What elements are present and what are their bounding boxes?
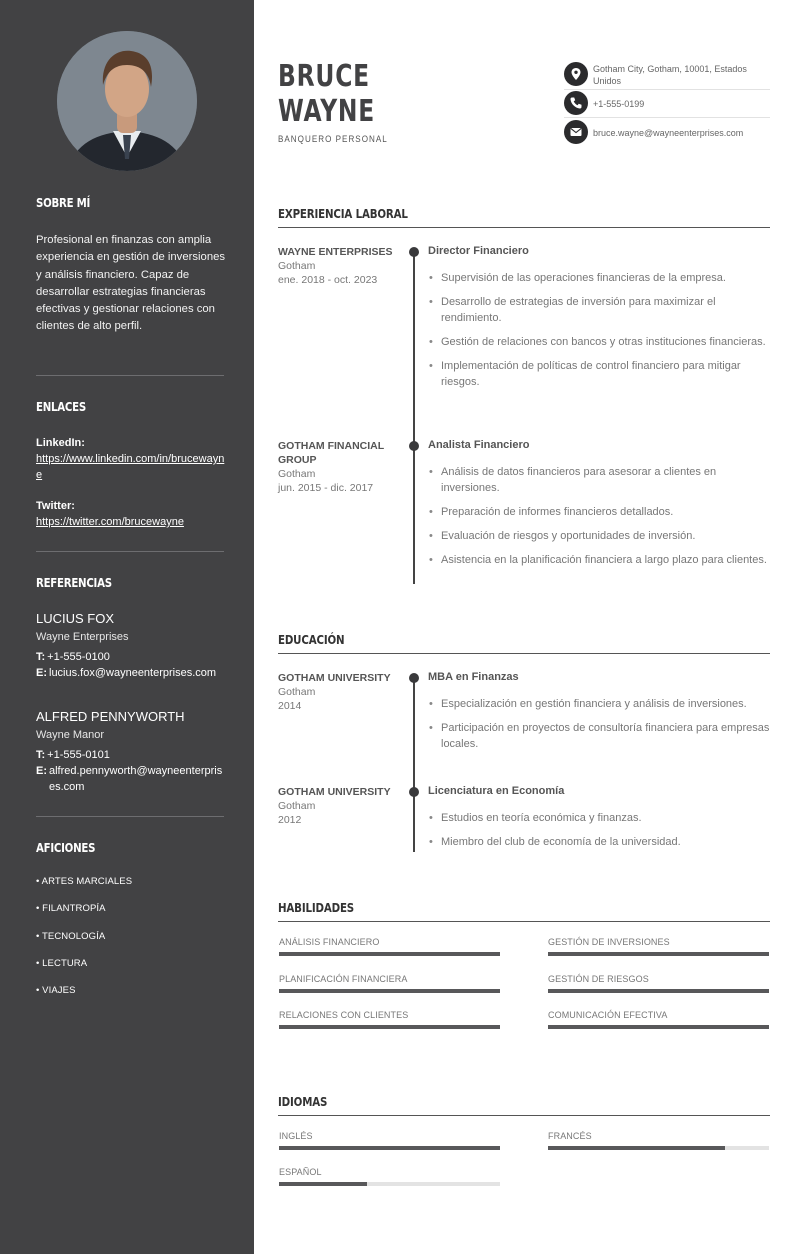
twitter-link[interactable]: https://twitter.com/brucewayne <box>36 516 184 528</box>
hobbies-heading: AFICIONES <box>36 841 96 855</box>
phone-icon <box>564 91 588 115</box>
timeline-dot <box>409 441 419 451</box>
job-role: Analista Financiero <box>428 439 530 451</box>
skill-item <box>548 974 769 993</box>
degree-details <box>428 810 770 858</box>
employer-location: Gotham <box>278 468 316 480</box>
school-name: GOTHAM UNIVERSITY <box>278 672 391 684</box>
last-name: WAYNE <box>278 94 376 129</box>
languages-heading: IDIOMAS <box>278 1094 328 1109</box>
employer-name: WAYNE ENTERPRISES <box>278 246 393 258</box>
skill-bar <box>548 1025 769 1029</box>
address-text: Gotham City, Gotham, 10001, Estados Unidos <box>593 64 747 86</box>
reference-email: alfred.pennyworth@wayneenterprises.com <box>49 765 223 793</box>
section-rule <box>278 653 770 654</box>
list-item: • Participación en proyectos de consultoría financiera para empresas locales. <box>428 720 770 752</box>
skill-bar-fill <box>548 1025 769 1029</box>
skill-item <box>279 937 500 956</box>
language-bar <box>548 1146 769 1150</box>
reference-org: Wayne Enterprises <box>36 631 129 643</box>
skill-bar <box>279 952 500 956</box>
degree-name: Licenciatura en Economía <box>428 785 565 797</box>
language-bar-fill <box>279 1146 500 1150</box>
reference-item <box>36 708 226 795</box>
language-name: ESPAÑOL <box>279 1167 322 1177</box>
education-entry-meta <box>278 671 396 713</box>
job-duties <box>428 464 770 576</box>
timeline-dot <box>409 787 419 797</box>
reference-name: ALFRED PENNYWORTH <box>36 709 185 724</box>
skill-bar-fill <box>279 1025 500 1029</box>
skill-bar-fill <box>548 952 769 956</box>
skill-bar <box>279 989 500 993</box>
skill-name: GESTIÓN DE RIESGOS <box>548 974 649 984</box>
email-key: E: <box>36 667 47 679</box>
employment-dates: ene. 2018 - oct. 2023 <box>278 274 378 286</box>
about-text: Profesional en finanzas con amplia experiencia en gestión de inversiones y análisis financiero. Capaz de desarrollar estrategias financieras efectivas y gestionar relaciones con clientes de alto perfil. <box>36 234 226 333</box>
list-item: • Implementación de políticas de control financiero para mitigar riesgos. <box>428 358 770 390</box>
skill-name: COMUNICACIÓN EFECTIVA <box>548 1010 668 1020</box>
timeline-line <box>413 252 415 584</box>
reference-name: LUCIUS FOX <box>36 611 115 626</box>
divider <box>36 551 224 552</box>
graduation-year: 2012 <box>278 814 302 826</box>
envelope-icon <box>564 120 588 144</box>
email-key: E: <box>36 765 47 777</box>
list-item: • Análisis de datos financieros para asesorar a clientes en inversiones. <box>428 464 770 496</box>
reference-phone: +1-555-0100 <box>47 651 110 663</box>
contact-address <box>564 61 770 90</box>
list-item: • Miembro del club de economía de la universidad. <box>428 834 770 850</box>
job-title: BANQUERO PERSONAL <box>278 134 388 145</box>
language-item <box>279 1167 500 1186</box>
avatar <box>57 31 197 171</box>
phone-text: +1-555-0199 <box>593 99 645 109</box>
reference-phone: +1-555-0101 <box>47 749 110 761</box>
timeline-dot <box>409 247 419 257</box>
employer-location: Gotham <box>278 260 316 272</box>
education-entry-meta <box>278 785 396 827</box>
phone-key: T: <box>36 651 46 663</box>
skill-item <box>548 1010 769 1029</box>
list-item: • Estudios en teoría económica y finanzas. <box>428 810 770 826</box>
divider <box>36 816 224 817</box>
list-item: • Desarrollo de estrategias de inversión para maximizar el rendimiento. <box>428 294 770 326</box>
link-label: LinkedIn: <box>36 437 85 449</box>
skill-item <box>279 1010 500 1029</box>
employment-dates: jun. 2015 - dic. 2017 <box>278 482 374 494</box>
phone-key: T: <box>36 749 46 761</box>
section-rule <box>278 921 770 922</box>
experience-entry-meta <box>278 439 396 495</box>
list-item: • Asistencia en la planificación financiera a largo plazo para clientes. <box>428 552 770 568</box>
skill-bar-fill <box>279 989 500 993</box>
contact-email <box>564 118 770 144</box>
skill-bar <box>548 952 769 956</box>
map-pin-icon <box>564 62 588 86</box>
degree-details <box>428 696 770 760</box>
skill-item <box>279 974 500 993</box>
job-duties <box>428 270 770 398</box>
list-item: • Evaluación de riesgos y oportunidades de inversión. <box>428 528 770 544</box>
hobby-item: • LECTURA <box>36 958 88 969</box>
employer-name: GOTHAM FINANCIAL GROUP <box>278 440 384 466</box>
job-role: Director Financiero <box>428 245 529 257</box>
hobby-item: • ARTES MARCIALES <box>36 876 133 887</box>
skill-item <box>548 937 769 956</box>
hobby-item: • TECNOLOGÍA <box>36 931 106 942</box>
school-location: Gotham <box>278 686 316 698</box>
list-item: • Supervisión de las operaciones financieras de la empresa. <box>428 270 770 286</box>
hobby-item: • FILANTROPÍA <box>36 903 106 914</box>
section-rule <box>278 227 770 228</box>
references-heading: REFERENCIAS <box>36 576 112 590</box>
links-heading: ENLACES <box>36 400 86 414</box>
list-item: • Especialización en gestión financiera y análisis de inversiones. <box>428 696 770 712</box>
first-name: BRUCE <box>278 59 370 94</box>
skill-bar-fill <box>548 989 769 993</box>
school-location: Gotham <box>278 800 316 812</box>
education-heading: EDUCACIÓN <box>278 632 345 647</box>
degree-name: MBA en Finanzas <box>428 671 519 683</box>
school-name: GOTHAM UNIVERSITY <box>278 786 391 798</box>
skill-bar <box>279 1025 500 1029</box>
language-bar-fill <box>548 1146 725 1150</box>
link-linkedin <box>36 435 226 483</box>
reference-item <box>36 610 226 681</box>
skill-name: GESTIÓN DE INVERSIONES <box>548 937 670 947</box>
timeline-line <box>413 678 415 852</box>
link-label: Twitter: <box>36 500 75 512</box>
skill-name: ANÁLISIS FINANCIERO <box>279 937 380 947</box>
contact-phone <box>564 90 770 118</box>
skill-bar <box>548 989 769 993</box>
sidebar <box>0 0 254 1254</box>
about-heading: SOBRE MÍ <box>36 196 91 210</box>
language-bar-fill <box>279 1182 367 1186</box>
language-item <box>279 1131 500 1150</box>
divider <box>36 375 224 376</box>
reference-email: lucius.fox@wayneenterprises.com <box>49 667 217 679</box>
language-name: INGLÉS <box>279 1131 313 1141</box>
language-bar <box>279 1146 500 1150</box>
email-text: bruce.wayne@wayneenterprises.com <box>593 128 744 138</box>
graduation-year: 2014 <box>278 700 302 712</box>
hobby-item: • VIAJES <box>36 985 76 996</box>
list-item: • Preparación de informes financieros detallados. <box>428 504 770 520</box>
language-item <box>548 1131 769 1150</box>
experience-heading: EXPERIENCIA LABORAL <box>278 206 408 221</box>
timeline-dot <box>409 673 419 683</box>
language-name: FRANCÉS <box>548 1131 592 1141</box>
section-rule <box>278 1115 770 1116</box>
list-item: • Gestión de relaciones con bancos y otras instituciones financieras. <box>428 334 770 350</box>
link-twitter <box>36 498 226 530</box>
skill-bar-fill <box>279 952 500 956</box>
skills-heading: HABILIDADES <box>278 900 355 915</box>
skill-name: RELACIONES CON CLIENTES <box>279 1010 409 1020</box>
linkedin-link[interactable]: https://www.linkedin.com/in/brucewayne <box>36 453 225 481</box>
skill-name: PLANIFICACIÓN FINANCIERA <box>279 974 408 984</box>
language-bar <box>279 1182 500 1186</box>
experience-entry-meta <box>278 245 396 287</box>
reference-org: Wayne Manor <box>36 729 105 741</box>
